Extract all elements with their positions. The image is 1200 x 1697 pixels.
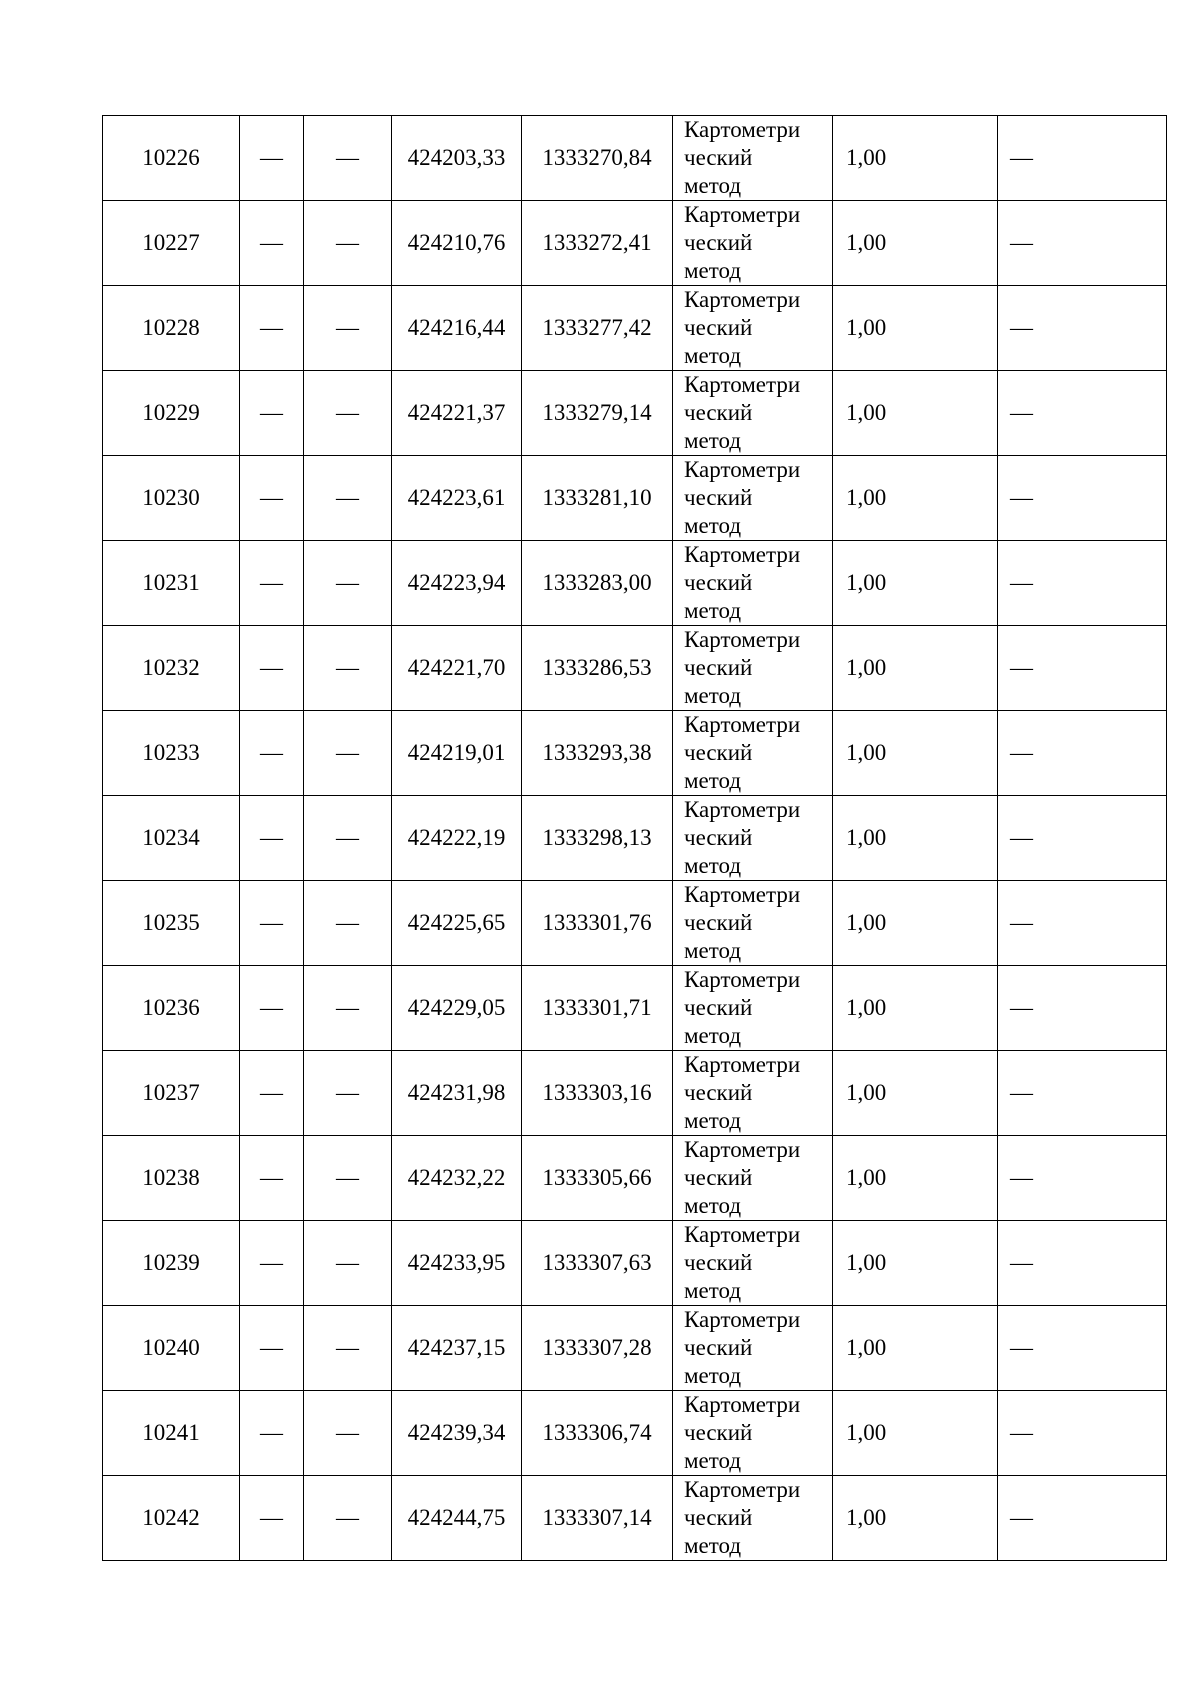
point-number-cell: 10229 — [103, 371, 240, 456]
method-text-line: ческий — [684, 655, 753, 680]
method-text-line: метод — [684, 173, 742, 198]
method-text-line: Картометри — [684, 287, 801, 312]
dash-cell: — — [304, 881, 392, 966]
table-body — [103, 116, 1167, 1561]
note-cell: — — [998, 1306, 1167, 1391]
accuracy-cell: 1,00 — [833, 1476, 998, 1561]
method-cell — [673, 966, 833, 1051]
dash-cell: — — [240, 881, 304, 966]
method-cell — [673, 711, 833, 796]
method-text-line: метод — [684, 853, 742, 878]
point-number-cell: 10233 — [103, 711, 240, 796]
y-coordinate-cell: 1333270,84 — [522, 116, 673, 201]
method-text-line: метод — [684, 428, 742, 453]
y-coordinate-cell: 1333286,53 — [522, 626, 673, 711]
dash-cell: — — [240, 1306, 304, 1391]
dash-cell: — — [240, 796, 304, 881]
coordinates-table — [102, 115, 1167, 1561]
point-number-cell: 10235 — [103, 881, 240, 966]
method-text-line: метод — [684, 683, 742, 708]
x-coordinate-cell: 424222,19 — [392, 796, 522, 881]
y-coordinate-cell: 1333303,16 — [522, 1051, 673, 1136]
note-cell: — — [998, 1221, 1167, 1306]
method-text-line: ческий — [684, 910, 753, 935]
method-text-line: метод — [684, 343, 742, 368]
dash-cell: — — [240, 201, 304, 286]
method-cell — [673, 626, 833, 711]
method-cell — [673, 1221, 833, 1306]
method-text-line: ческий — [684, 1080, 753, 1105]
accuracy-cell: 1,00 — [833, 116, 998, 201]
y-coordinate-cell: 1333277,42 — [522, 286, 673, 371]
point-number-cell: 10232 — [103, 626, 240, 711]
accuracy-cell: 1,00 — [833, 1306, 998, 1391]
method-text-line: ческий — [684, 145, 753, 170]
point-number-cell: 10242 — [103, 1476, 240, 1561]
dash-cell: — — [240, 541, 304, 626]
note-cell: — — [998, 371, 1167, 456]
y-coordinate-cell: 1333305,66 — [522, 1136, 673, 1221]
method-text-line: метод — [684, 1533, 742, 1558]
method-cell — [673, 1476, 833, 1561]
method-text-line: ческий — [684, 825, 753, 850]
y-coordinate-cell: 1333279,14 — [522, 371, 673, 456]
table-row — [103, 1221, 1167, 1306]
table-row — [103, 1136, 1167, 1221]
method-text-line: Картометри — [684, 1477, 801, 1502]
y-coordinate-cell: 1333283,00 — [522, 541, 673, 626]
table-row — [103, 626, 1167, 711]
method-cell — [673, 1051, 833, 1136]
dash-cell: — — [304, 1051, 392, 1136]
dash-cell: — — [304, 286, 392, 371]
note-cell: — — [998, 1051, 1167, 1136]
accuracy-cell: 1,00 — [833, 711, 998, 796]
method-text-line: ческий — [684, 1335, 753, 1360]
accuracy-cell: 1,00 — [833, 371, 998, 456]
dash-cell: — — [240, 116, 304, 201]
method-text-line: ческий — [684, 230, 753, 255]
x-coordinate-cell: 424244,75 — [392, 1476, 522, 1561]
point-number-cell: 10228 — [103, 286, 240, 371]
dash-cell: — — [304, 626, 392, 711]
dash-cell: — — [240, 1221, 304, 1306]
table-row — [103, 286, 1167, 371]
table-row — [103, 1391, 1167, 1476]
dash-cell: — — [304, 116, 392, 201]
accuracy-cell: 1,00 — [833, 796, 998, 881]
note-cell: — — [998, 711, 1167, 796]
point-number-cell: 10230 — [103, 456, 240, 541]
point-number-cell: 10238 — [103, 1136, 240, 1221]
method-text-line: метод — [684, 768, 742, 793]
point-number-cell: 10241 — [103, 1391, 240, 1476]
dash-cell: — — [304, 201, 392, 286]
method-cell — [673, 541, 833, 626]
note-cell: — — [998, 286, 1167, 371]
table-row — [103, 966, 1167, 1051]
method-cell — [673, 456, 833, 541]
dash-cell: — — [240, 286, 304, 371]
note-cell: — — [998, 626, 1167, 711]
method-text-line: метод — [684, 598, 742, 623]
method-text-line: Картометри — [684, 202, 801, 227]
method-cell — [673, 201, 833, 286]
x-coordinate-cell: 424203,33 — [392, 116, 522, 201]
note-cell: — — [998, 201, 1167, 286]
dash-cell: — — [304, 711, 392, 796]
dash-cell: — — [240, 966, 304, 1051]
method-text-line: ческий — [684, 1505, 753, 1530]
dash-cell: — — [304, 371, 392, 456]
method-text-line: метод — [684, 513, 742, 538]
accuracy-cell: 1,00 — [833, 626, 998, 711]
point-number-cell: 10226 — [103, 116, 240, 201]
note-cell: — — [998, 796, 1167, 881]
x-coordinate-cell: 424221,37 — [392, 371, 522, 456]
method-text-line: ческий — [684, 400, 753, 425]
method-text-line: ческий — [684, 1250, 753, 1275]
dash-cell: — — [304, 1221, 392, 1306]
note-cell: — — [998, 456, 1167, 541]
dash-cell: — — [240, 456, 304, 541]
x-coordinate-cell: 424223,61 — [392, 456, 522, 541]
method-text-line: Картометри — [684, 882, 801, 907]
method-cell — [673, 1391, 833, 1476]
table-row — [103, 201, 1167, 286]
point-number-cell: 10236 — [103, 966, 240, 1051]
y-coordinate-cell: 1333307,28 — [522, 1306, 673, 1391]
x-coordinate-cell: 424231,98 — [392, 1051, 522, 1136]
x-coordinate-cell: 424239,34 — [392, 1391, 522, 1476]
x-coordinate-cell: 424221,70 — [392, 626, 522, 711]
method-text-line: ческий — [684, 570, 753, 595]
method-text-line: метод — [684, 1193, 742, 1218]
table-row — [103, 116, 1167, 201]
method-cell — [673, 116, 833, 201]
x-coordinate-cell: 424232,22 — [392, 1136, 522, 1221]
note-cell: — — [998, 881, 1167, 966]
table-row — [103, 371, 1167, 456]
method-text-line: Картометри — [684, 1052, 801, 1077]
method-text-line: метод — [684, 1108, 742, 1133]
dash-cell: — — [304, 796, 392, 881]
method-text-line: метод — [684, 938, 742, 963]
x-coordinate-cell: 424219,01 — [392, 711, 522, 796]
method-text-line: Картометри — [684, 117, 801, 142]
method-text-line: Картометри — [684, 1392, 801, 1417]
x-coordinate-cell: 424229,05 — [392, 966, 522, 1051]
accuracy-cell: 1,00 — [833, 286, 998, 371]
accuracy-cell: 1,00 — [833, 881, 998, 966]
point-number-cell: 10240 — [103, 1306, 240, 1391]
table-row — [103, 711, 1167, 796]
method-cell — [673, 1306, 833, 1391]
dash-cell: — — [304, 1306, 392, 1391]
table-row — [103, 456, 1167, 541]
dash-cell: — — [240, 371, 304, 456]
note-cell: — — [998, 966, 1167, 1051]
method-cell — [673, 796, 833, 881]
table-row — [103, 1306, 1167, 1391]
accuracy-cell: 1,00 — [833, 1136, 998, 1221]
point-number-cell: 10234 — [103, 796, 240, 881]
method-text-line: метод — [684, 258, 742, 283]
y-coordinate-cell: 1333307,14 — [522, 1476, 673, 1561]
y-coordinate-cell: 1333307,63 — [522, 1221, 673, 1306]
x-coordinate-cell: 424210,76 — [392, 201, 522, 286]
method-text-line: Картометри — [684, 712, 801, 737]
y-coordinate-cell: 1333298,13 — [522, 796, 673, 881]
accuracy-cell: 1,00 — [833, 1051, 998, 1136]
note-cell: — — [998, 116, 1167, 201]
method-text-line: ческий — [684, 315, 753, 340]
method-text-line: ческий — [684, 485, 753, 510]
y-coordinate-cell: 1333301,71 — [522, 966, 673, 1051]
dash-cell: — — [240, 626, 304, 711]
dash-cell: — — [304, 541, 392, 626]
accuracy-cell: 1,00 — [833, 1391, 998, 1476]
method-text-line: Картометри — [684, 797, 801, 822]
method-text-line: Картометри — [684, 457, 801, 482]
method-text-line: ческий — [684, 1420, 753, 1445]
x-coordinate-cell: 424233,95 — [392, 1221, 522, 1306]
method-text-line: метод — [684, 1448, 742, 1473]
y-coordinate-cell: 1333272,41 — [522, 201, 673, 286]
point-number-cell: 10231 — [103, 541, 240, 626]
x-coordinate-cell: 424225,65 — [392, 881, 522, 966]
table-row — [103, 1051, 1167, 1136]
method-text-line: метод — [684, 1278, 742, 1303]
table-row — [103, 1476, 1167, 1561]
x-coordinate-cell: 424237,15 — [392, 1306, 522, 1391]
accuracy-cell: 1,00 — [833, 201, 998, 286]
method-cell — [673, 371, 833, 456]
method-cell — [673, 1136, 833, 1221]
dash-cell: — — [240, 1051, 304, 1136]
note-cell: — — [998, 1476, 1167, 1561]
y-coordinate-cell: 1333306,74 — [522, 1391, 673, 1476]
method-text-line: ческий — [684, 740, 753, 765]
method-cell — [673, 881, 833, 966]
accuracy-cell: 1,00 — [833, 966, 998, 1051]
accuracy-cell: 1,00 — [833, 541, 998, 626]
dash-cell: — — [304, 456, 392, 541]
y-coordinate-cell: 1333293,38 — [522, 711, 673, 796]
table-row — [103, 541, 1167, 626]
table-row — [103, 796, 1167, 881]
dash-cell: — — [304, 966, 392, 1051]
table-row — [103, 881, 1167, 966]
dash-cell: — — [240, 1391, 304, 1476]
dash-cell: — — [240, 1136, 304, 1221]
point-number-cell: 10237 — [103, 1051, 240, 1136]
note-cell: — — [998, 1391, 1167, 1476]
method-text-line: Картометри — [684, 967, 801, 992]
dash-cell: — — [240, 711, 304, 796]
method-text-line: Картометри — [684, 1307, 801, 1332]
point-number-cell: 10239 — [103, 1221, 240, 1306]
accuracy-cell: 1,00 — [833, 1221, 998, 1306]
dash-cell: — — [304, 1391, 392, 1476]
method-text-line: Картометри — [684, 1222, 801, 1247]
accuracy-cell: 1,00 — [833, 456, 998, 541]
note-cell: — — [998, 1136, 1167, 1221]
x-coordinate-cell: 424223,94 — [392, 541, 522, 626]
x-coordinate-cell: 424216,44 — [392, 286, 522, 371]
y-coordinate-cell: 1333301,76 — [522, 881, 673, 966]
dash-cell: — — [304, 1476, 392, 1561]
dash-cell: — — [240, 1476, 304, 1561]
method-text-line: Картометри — [684, 542, 801, 567]
y-coordinate-cell: 1333281,10 — [522, 456, 673, 541]
note-cell: — — [998, 541, 1167, 626]
dash-cell: — — [304, 1136, 392, 1221]
method-text-line: ческий — [684, 995, 753, 1020]
method-text-line: ческий — [684, 1165, 753, 1190]
method-text-line: Картометри — [684, 372, 801, 397]
method-text-line: метод — [684, 1023, 742, 1048]
point-number-cell: 10227 — [103, 201, 240, 286]
method-text-line: Картометри — [684, 627, 801, 652]
method-cell — [673, 286, 833, 371]
method-text-line: Картометри — [684, 1137, 801, 1162]
method-text-line: метод — [684, 1363, 742, 1388]
